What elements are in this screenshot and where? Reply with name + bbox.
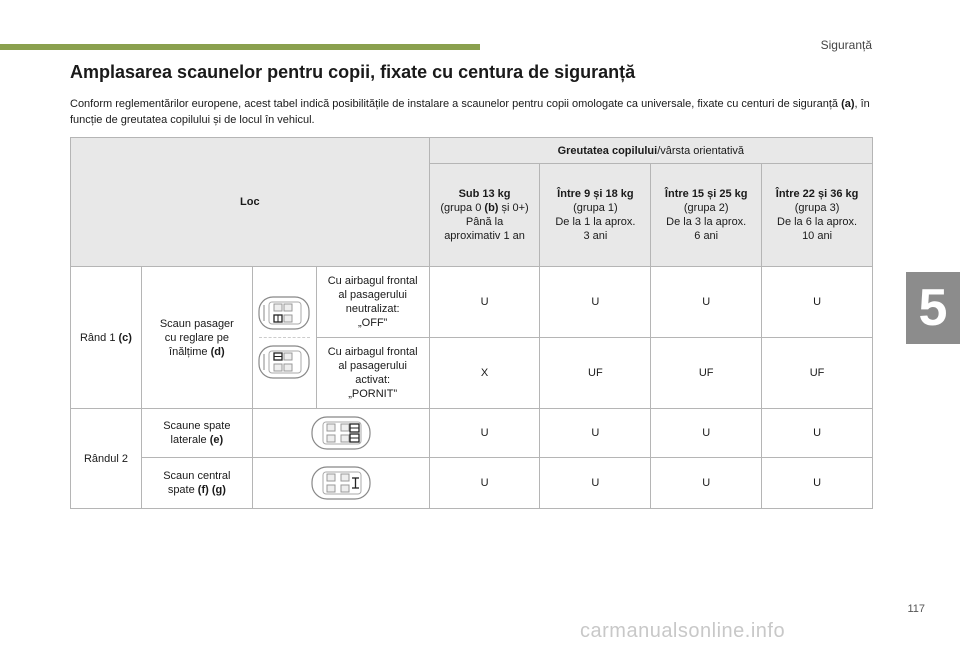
airbag-on-l2: al pasagerului (338, 360, 407, 372)
group-age-line2: aproximativ 1 an (444, 230, 525, 242)
rear-side-seat (141, 409, 252, 458)
watermark: carmanualsonline.info (580, 620, 786, 642)
value-cell: U (540, 409, 651, 458)
value-cell: UF (762, 338, 873, 409)
airbag-on-l1: Cu airbagul frontal (327, 346, 418, 358)
row1-label-ref: (c) (118, 331, 132, 344)
value-cell: U (429, 409, 540, 458)
airbag-on-cell (316, 338, 429, 409)
loc-header (71, 138, 430, 267)
value-cell: U (429, 267, 540, 338)
loc-header-text: Loc (240, 196, 260, 208)
value-cell: U (540, 267, 651, 338)
group-age-line1: De la 1 la aprox. (555, 216, 636, 228)
airbag-off-l1: Cu airbagul frontal (327, 275, 418, 287)
group-age-line1: De la 3 la aprox. (666, 216, 747, 228)
group-header (540, 164, 651, 267)
page-number: 117 (907, 603, 925, 615)
airbag-off-l3: neutralizat: (345, 303, 400, 315)
row1-seat-l2: cu reglare pe (164, 331, 229, 344)
value-cell: U (651, 409, 762, 458)
rear-side-l2: laterale (170, 434, 210, 446)
group-label: (grupa 2) (683, 202, 729, 214)
group-age-line1: De la 6 la aprox. (777, 216, 858, 228)
value-cell: U (762, 458, 873, 509)
rear-center-l1: Scaun central (163, 470, 231, 482)
airbag-off-cell (316, 267, 429, 338)
group-label: (grupa 1) (573, 202, 618, 214)
weight-header-rest: /vârsta orientativă (657, 144, 745, 157)
airbag-on-l4: „PORNIT” (348, 388, 398, 400)
group-age-line2: 6 ani (694, 230, 719, 242)
page-title: Amplasarea scaunelor pentru copii, fixate cu centura de siguranță (70, 62, 636, 82)
airbag-off-l4: „OFF” (358, 317, 388, 329)
group-weight: Între 15 și 25 kg (664, 188, 748, 200)
car-rear-center-seat-icon (309, 464, 373, 502)
intro-ref: (a) (841, 98, 855, 110)
row1-seat-l1: Scaun pasager (159, 317, 234, 330)
row1-seat (141, 267, 252, 409)
group-header (762, 164, 873, 267)
weight-header-bold: Greutatea copilului (557, 144, 658, 157)
group-age-line2: 10 ani (802, 230, 833, 242)
group-header (651, 164, 762, 267)
front-seat-icons (252, 267, 316, 409)
group-label-ref: (b) (484, 202, 499, 214)
row1-seat-l3: înălțime (169, 345, 211, 358)
value-cell: U (651, 458, 762, 509)
value-cell: U (540, 458, 651, 509)
group-age-line1: Până la (465, 216, 504, 228)
value-cell: U (429, 458, 540, 509)
group-label: (grupa 3) (794, 202, 840, 214)
group-weight: Între 22 și 36 kg (775, 188, 859, 200)
car-rear-side-seat-icon (309, 414, 373, 452)
group-age-line2: 3 ani (583, 230, 608, 242)
value-cell: UF (651, 338, 762, 409)
intro-text: Conform reglementărilor europene, acest tabel indică posibilitățile de instalare a scaunelor pentru copii omologate ca universale, fixate cu centuri de siguranță (70, 98, 842, 110)
group-header (429, 164, 540, 267)
row1-label (71, 267, 142, 409)
intro-text-end: , în funcție de greutatea copilului și de locul în vehicul. (70, 98, 870, 126)
intro-paragraph (70, 96, 870, 128)
value-cell: U (651, 267, 762, 338)
rear-center-l2: spate (167, 484, 198, 496)
header-accent-bar (0, 44, 480, 50)
rear-center-seat (141, 458, 252, 509)
group-label: (grupa 0 (440, 202, 485, 214)
rear-side-icon-cell (252, 409, 429, 458)
car-front-seat-icon (256, 293, 312, 333)
child-seat-table (70, 137, 873, 509)
row1-label-text: Rând 1 (79, 331, 119, 344)
rear-center-icon-cell (252, 458, 429, 509)
value-cell: U (762, 409, 873, 458)
rear-side-l1: Scaune spate (163, 420, 231, 432)
airbag-on-l3: activat: (355, 374, 391, 386)
rear-side-ref: (e) (209, 434, 224, 446)
group-weight: Între 9 și 18 kg (557, 188, 634, 200)
group-label-end: și 0+) (498, 202, 529, 214)
value-cell: X (429, 338, 540, 409)
rear-center-ref: (f) (g) (197, 484, 226, 496)
group-weight: Sub 13 kg (458, 188, 511, 200)
row2-label: Rândul 2 (71, 409, 142, 509)
chapter-tab: 5 (906, 272, 960, 344)
weight-header (429, 138, 872, 164)
car-front-seat-icon (256, 342, 312, 382)
airbag-off-l2: al pasagerului (338, 289, 407, 301)
value-cell: U (762, 267, 873, 338)
value-cell: UF (540, 338, 651, 409)
section-label: Siguranță (820, 38, 872, 52)
row1-seat-ref: (d) (210, 345, 225, 358)
